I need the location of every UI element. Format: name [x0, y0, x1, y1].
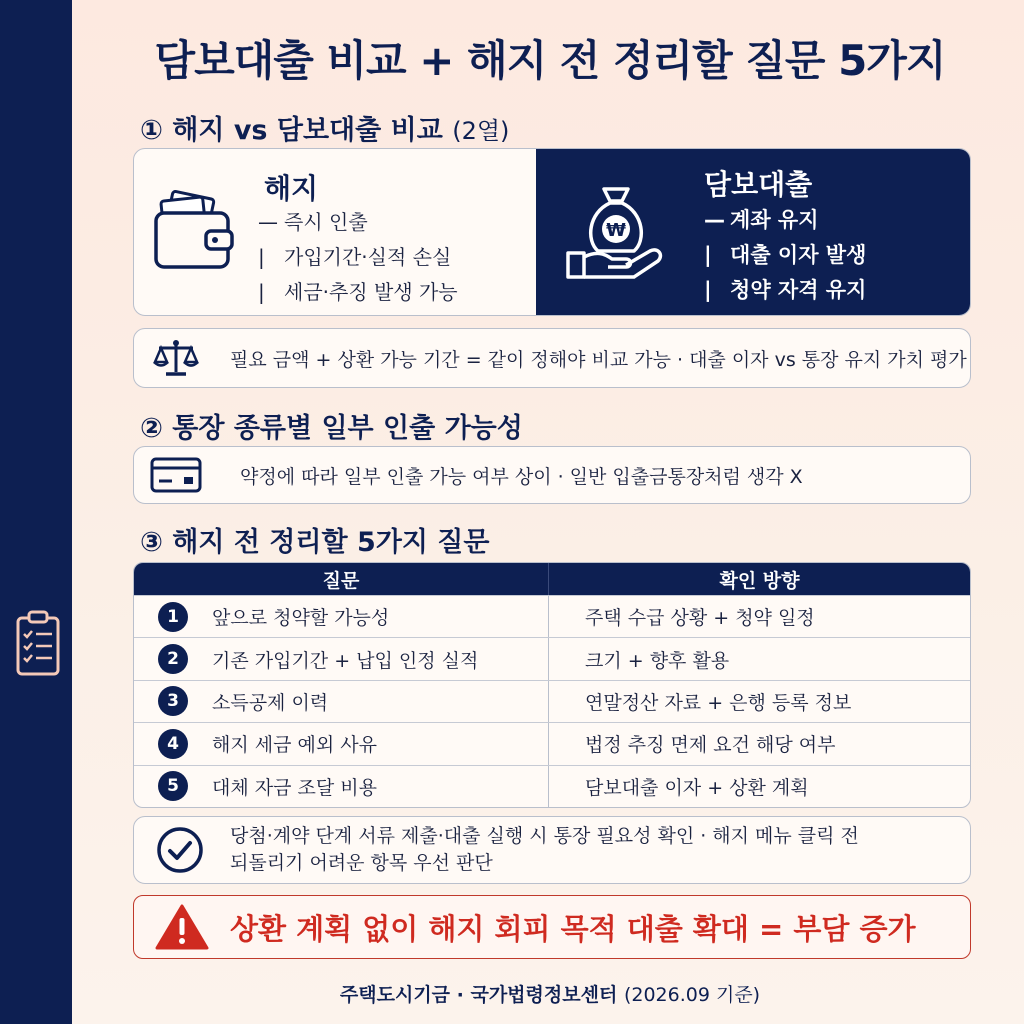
- row-direction: 연말정산 자료 + 은행 등록 정보: [585, 691, 852, 714]
- row-direction: 크기 + 향후 활용: [585, 649, 730, 672]
- section-title-withdrawal: ② 통장 종류별 일부 인출 가능성: [140, 413, 523, 444]
- row-direction: 담보대출 이자 + 상환 계획: [585, 776, 809, 799]
- row-question: 소득공제 이력: [212, 691, 329, 714]
- list-item: — 즉시 인출: [258, 210, 368, 234]
- row-question: 앞으로 청약할 가능성: [212, 607, 390, 630]
- header-question: 질문: [134, 563, 549, 595]
- warning-text: 상환 계획 없이 해지 회피 목적 대출 확대 = 부담 증가: [230, 911, 916, 946]
- compare-loan-list: [704, 203, 866, 308]
- section-title-compare-suffix: (2열): [452, 117, 510, 145]
- compare-note-text: 필요 금액 + 상환 가능 기간 = 같이 정해야 비교 가능 · 대출 이자 vs 통장 유지 가치 평가: [230, 348, 967, 371]
- row-question: 대체 자금 조달 비용: [212, 776, 377, 799]
- source-footer: [100, 980, 1000, 1007]
- compare-cancel-list: [258, 205, 458, 310]
- money-bag-hand-icon: [564, 179, 668, 283]
- row-direction: 법정 추징 면제 요건 해당 여부: [585, 734, 836, 757]
- list-item: | 가입기간·실적 손실: [258, 245, 452, 269]
- scale-icon: [146, 338, 206, 378]
- checklist-note: [133, 816, 971, 884]
- table-header: [134, 563, 970, 595]
- table-row: [134, 637, 970, 679]
- compare-note: [133, 328, 971, 388]
- list-item: | 대출 이자 발생: [704, 243, 867, 267]
- card-icon: [146, 457, 206, 493]
- check-circle-icon: [150, 826, 210, 874]
- row-direction: 주택 수급 상황 + 청약 일정: [585, 607, 815, 630]
- row-question: 기존 가입기간 + 납입 인정 실적: [212, 649, 479, 672]
- compare-loan-panel: [536, 149, 970, 315]
- compare-loan-heading: 담보대출: [704, 168, 813, 201]
- footer-source: 주택도시기금 · 국가법령정보센터: [339, 984, 618, 1006]
- clipboard-checklist-icon: [16, 610, 60, 676]
- wallet-icon: [152, 189, 236, 275]
- table-row: [134, 765, 970, 807]
- list-item: — 계좌 유지: [704, 208, 819, 232]
- svg-text:₩: ₩: [606, 220, 626, 241]
- footer-date: (2026.09 기준): [623, 984, 761, 1006]
- table-row: [134, 680, 970, 722]
- checklist-note-line2: 되돌리기 어려운 항목 우선 판단: [230, 852, 493, 874]
- row-number: 1: [158, 602, 188, 632]
- row-number: 5: [158, 771, 188, 801]
- warning-banner: [133, 895, 971, 959]
- page-title: 담보대출 비교 + 해지 전 정리할 질문 5가지: [154, 36, 946, 85]
- header-direction: 확인 방향: [719, 569, 800, 592]
- row-number: 4: [158, 729, 188, 759]
- table-row: [134, 722, 970, 764]
- row-number: 2: [158, 644, 188, 674]
- table-row: [134, 595, 970, 637]
- section-title-compare: [140, 108, 509, 147]
- sidebar: [0, 0, 72, 1024]
- questions-table: [133, 562, 971, 808]
- compare-cancel-panel: [134, 149, 536, 315]
- list-item: | 세금·추징 발생 가능: [258, 280, 458, 304]
- row-number: 3: [158, 686, 188, 716]
- compare-cancel-heading: 해지: [264, 172, 319, 205]
- checklist-note-line1: 당첨·계약 단계 서류 제출·대출 실행 시 통장 필요성 확인 · 해지 메뉴 클릭 전: [230, 825, 859, 847]
- comparison-card: [133, 148, 971, 316]
- section-title-compare-text: ① 해지 vs 담보대출 비교: [140, 115, 443, 146]
- list-item: | 청약 자격 유지: [704, 278, 867, 302]
- row-question: 해지 세금 예외 사유: [212, 734, 377, 757]
- section-title-questions: ③ 해지 전 정리할 5가지 질문: [140, 527, 490, 558]
- withdrawal-note: [133, 446, 971, 504]
- checklist-note-text: [230, 823, 859, 877]
- warning-icon: [152, 903, 212, 951]
- withdrawal-note-text: 약정에 따라 일부 인출 가능 여부 상이 · 일반 입출금통장처럼 생각 X: [240, 465, 803, 488]
